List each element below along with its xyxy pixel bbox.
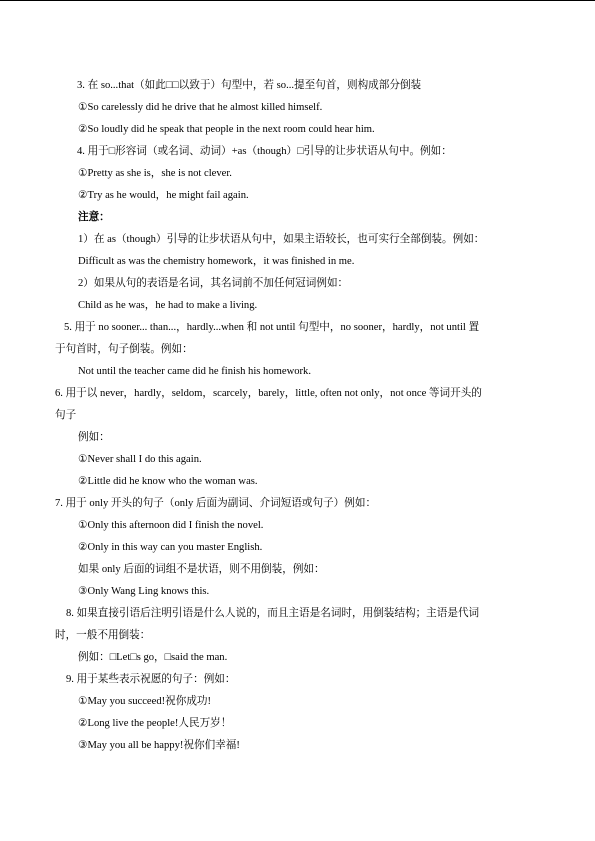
- section-3-example-1: ①So carelessly did he drive that he almost killed himself.: [78, 102, 323, 113]
- note-title: 注意：: [78, 212, 110, 223]
- note-1-example: Difficult as was the chemistry homework，it was finished in me.: [78, 256, 355, 267]
- section-5-example: Not until the teacher came did he finish his homework.: [78, 366, 312, 377]
- section-4-example-2: ②Try as he would，he might fail again.: [78, 190, 249, 201]
- page-top-border: [0, 0, 595, 1]
- section-3-example-2: ②So loudly did he speak that people in the next room could hear him.: [78, 124, 375, 135]
- section-7-example-2: ②Only in this way can you master English.: [78, 542, 263, 553]
- section-7-note: 如果 only 后面的词组不是状语，则不用倒装，例如：: [78, 564, 325, 575]
- section-6-example-label: 例如：: [78, 432, 110, 443]
- section-6-heading-line-1: 6. 用于以 never，hardly，seldom，scarcely，barely，little, often not only，not once 等词开头的: [55, 388, 482, 399]
- section-9-example-2: ②Long live the people!人民万岁！: [78, 718, 232, 729]
- note-1: 1）在 as（though）引导的让步状语从句中，如果主语较长，也可实行全部倒装。例如：: [78, 234, 485, 245]
- note-2-example: Child as he was，he had to make a living.: [78, 300, 258, 311]
- section-7-example-1: ①Only this afternoon did I finish the novel.: [78, 520, 264, 531]
- section-7-example-3: ③Only Wang Ling knows this.: [78, 586, 210, 597]
- section-6-example-2: ②Little did he know who the woman was.: [78, 476, 258, 487]
- section-3-heading: 3. 在 so...that（如此□□以致于）句型中，若 so...提至句首，则构成部分倒装: [77, 80, 422, 91]
- section-9-heading: 9. 用于某些表示祝愿的句子：例如：: [66, 674, 236, 685]
- section-4-example-1: ①Pretty as she is，she is not clever.: [78, 168, 232, 179]
- section-8-example: 例如：□Let□s go，□said the man.: [78, 652, 228, 663]
- note-2: 2）如果从句的表语是名词，其名词前不加任何冠词例如：: [78, 278, 349, 289]
- section-4-heading: 4. 用于□形容词（或名词、动词）+as（though）□引导的让步状语从句中。例如：: [77, 146, 452, 157]
- section-9-example-1: ①May you succeed!祝你成功!: [78, 696, 212, 707]
- section-6-heading-line-2: 句子: [55, 410, 77, 421]
- section-5-heading-line-2: 于句首时，句子倒装。例如：: [55, 344, 193, 355]
- section-9-example-3: ③May you all be happy!祝你们幸福!: [78, 740, 240, 751]
- section-6-example-1: ①Never shall I do this again.: [78, 454, 202, 465]
- section-5-heading-line-1: 5. 用于 no sooner... than...，hardly...when 和 not until 句型中，no sooner，hardly，not until 置: [64, 322, 480, 333]
- section-7-heading: 7. 用于 only 开头的句子（only 后面为副词、介词短语或句子）例如：: [55, 498, 377, 509]
- section-8-heading-line-2: 时，一般不用倒装：: [55, 630, 151, 641]
- section-8-heading-line-1: 8. 如果直接引语后注明引语是什么人说的，而且主语是名词时，用倒装结构；主语是代词: [66, 608, 480, 619]
